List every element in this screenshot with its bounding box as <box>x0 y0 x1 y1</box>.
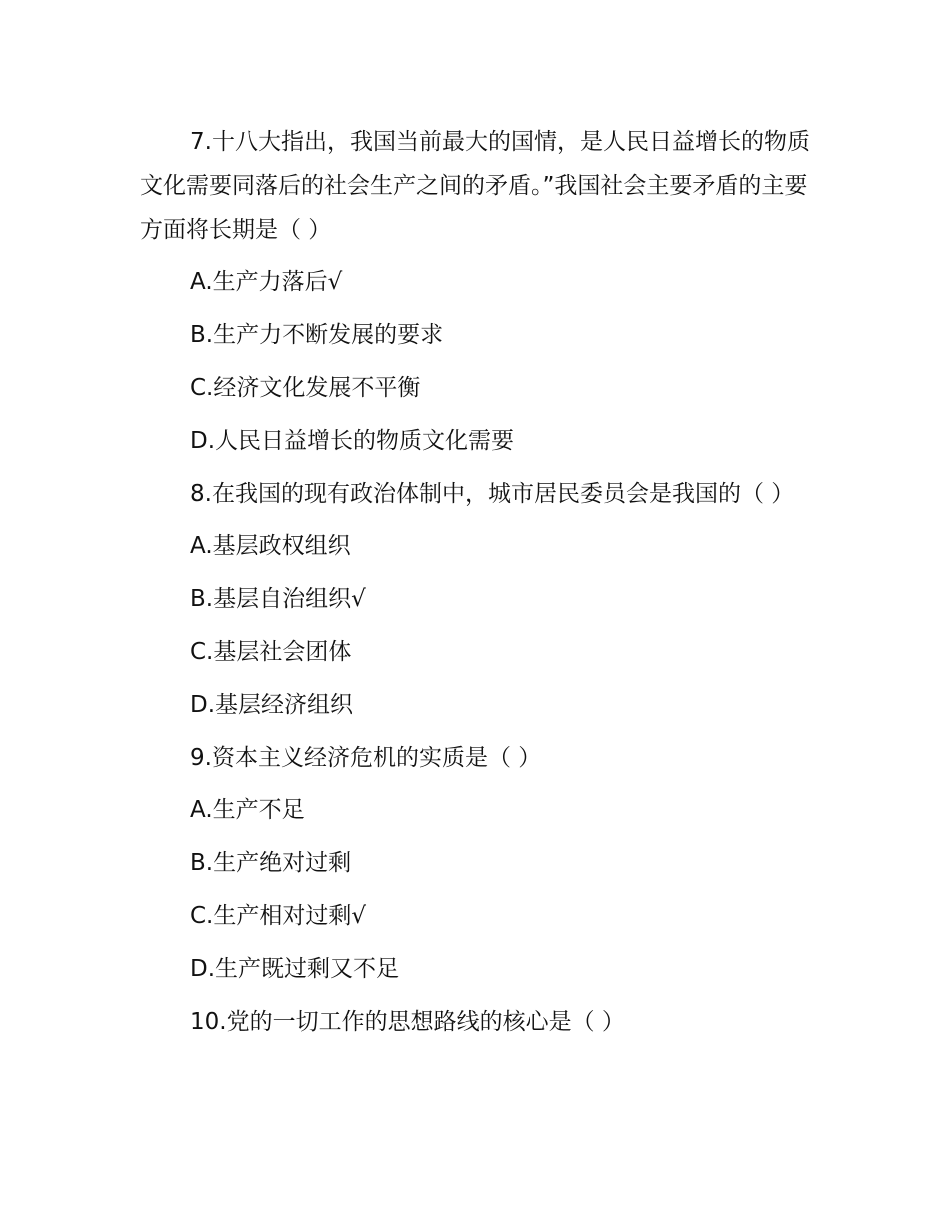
option-a: A.基层政权组织 <box>190 533 351 559</box>
option-d: D.人民日益增长的物质文化需要 <box>190 428 515 454</box>
option-a: A.生产不足 <box>190 797 305 823</box>
option-d: D.基层经济组织 <box>190 692 354 718</box>
question-8 <box>140 472 810 727</box>
question-7 <box>140 120 810 463</box>
question-text: 8.在我国的现有政治体制中，城市居民委员会是我国的（ ） <box>190 481 795 507</box>
option-d: D.生产既过剩又不足 <box>190 956 400 982</box>
question-9 <box>140 736 810 991</box>
question-text: 10.党的一切工作的思想路线的核心是（ ） <box>190 1009 625 1035</box>
question-10 <box>140 1000 810 1044</box>
option-c: C.生产相对过剩√ <box>190 903 367 929</box>
question-text: 9.资本主义经济危机的实质是（ ） <box>190 745 542 771</box>
option-c: C.经济文化发展不平衡 <box>190 375 421 401</box>
option-b: B.生产绝对过剩 <box>190 850 352 876</box>
option-c: C.基层社会团体 <box>190 639 352 665</box>
question-text: 7.十八大指出，我国当前最大的国情，是人民日益增长的物质文化需要同落后的社会生产之间的矛盾。”我国社会主要矛盾的主要方面将长期是（ ） <box>140 129 810 243</box>
option-a: A.生产力落后√ <box>190 269 343 295</box>
option-b: B.生产力不断发展的要求 <box>190 322 444 348</box>
option-b: B.基层自治组织√ <box>190 586 366 612</box>
